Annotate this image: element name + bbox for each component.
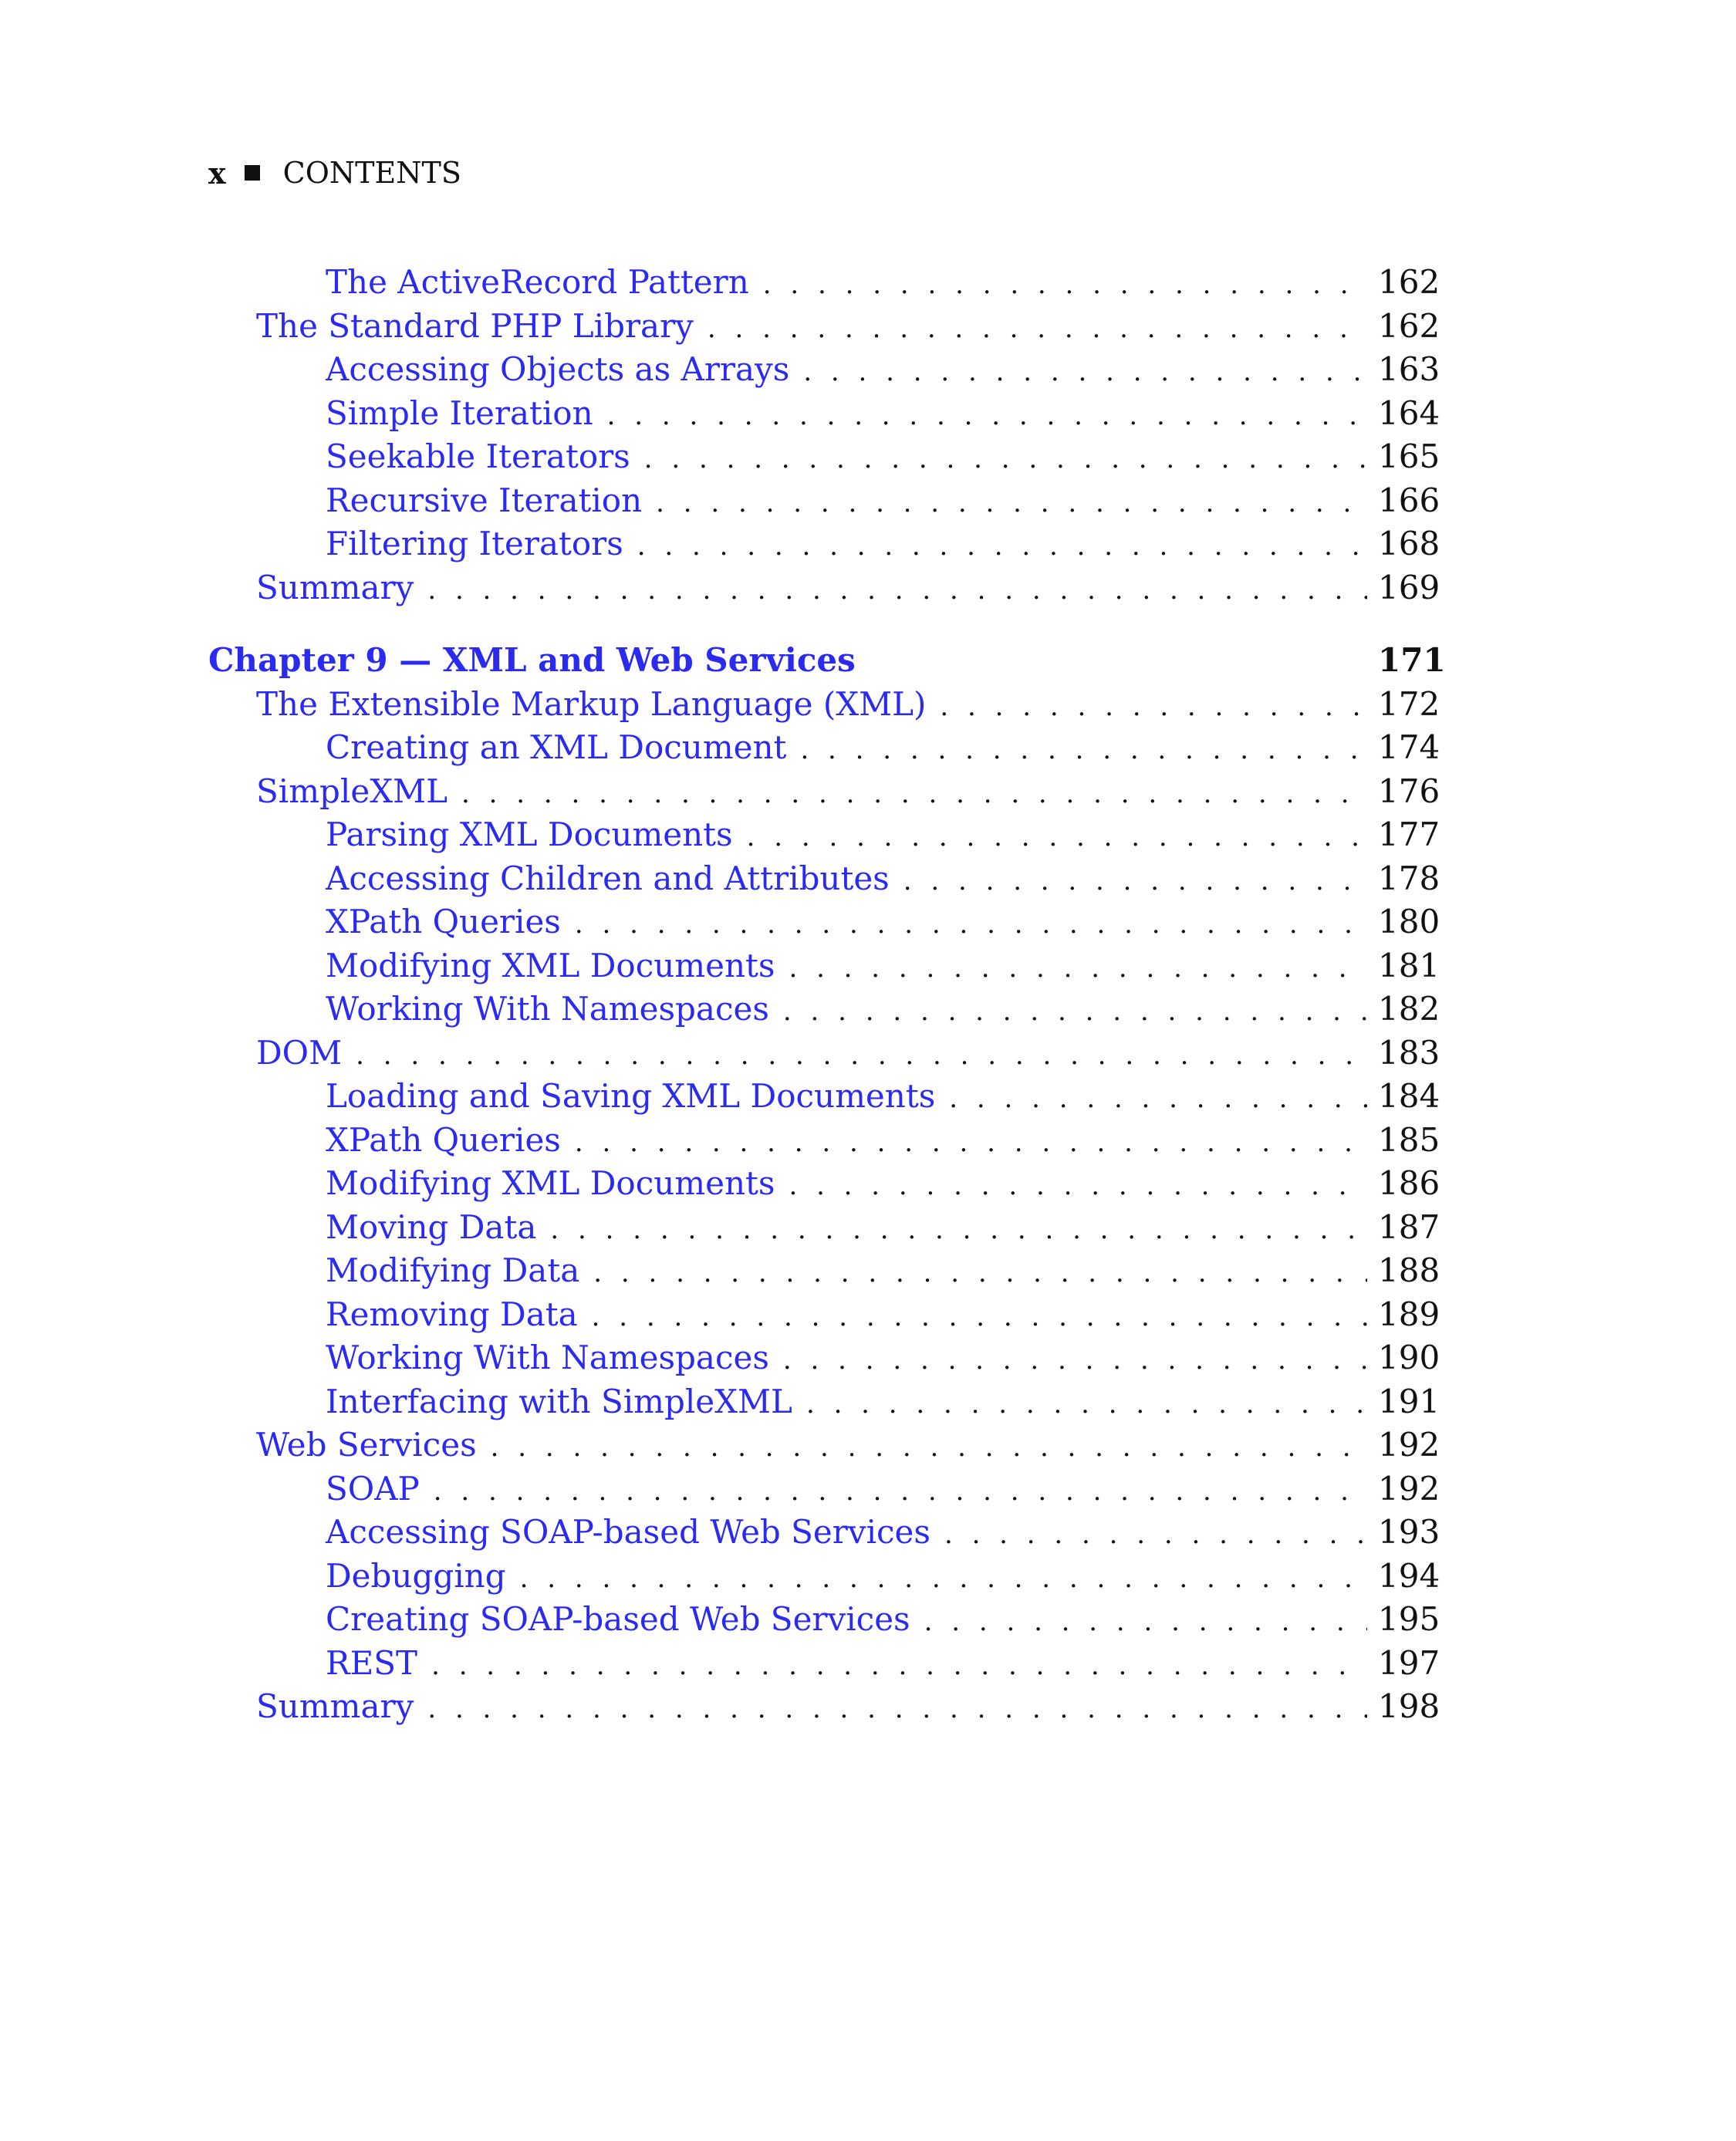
dot-leader bbox=[708, 307, 1367, 351]
dot-leader bbox=[944, 1513, 1367, 1557]
toc-entry-title[interactable]: The Standard PHP Library bbox=[256, 306, 694, 345]
toc-entry-title[interactable]: XPath Queries bbox=[326, 903, 561, 940]
dot-leader bbox=[763, 263, 1367, 307]
toc-entry-title[interactable]: Creating an XML Document bbox=[326, 728, 787, 766]
dot-leader bbox=[592, 1295, 1367, 1339]
toc-entry-title[interactable]: XPath Queries bbox=[326, 1120, 561, 1159]
toc-entry-page: 194 bbox=[1378, 1556, 1440, 1595]
dot-leader bbox=[491, 1426, 1367, 1470]
toc-entry-page: 197 bbox=[1378, 1643, 1440, 1682]
toc-entry-title[interactable]: Seekable Iterators bbox=[326, 437, 630, 475]
toc-entry-page: 185 bbox=[1378, 1120, 1440, 1159]
toc-entry[interactable] bbox=[208, 1249, 1440, 1293]
toc-entry[interactable] bbox=[208, 305, 1440, 349]
toc-entry-page: 187 bbox=[1378, 1207, 1440, 1246]
dot-leader bbox=[789, 1164, 1367, 1208]
chapter-page-number: 171 bbox=[1378, 641, 1446, 679]
toc-entry-title[interactable]: Modifying Data bbox=[326, 1251, 580, 1289]
toc-entry[interactable] bbox=[208, 1380, 1440, 1424]
toc-entry[interactable] bbox=[208, 522, 1440, 566]
toc-entry-page: 192 bbox=[1378, 1469, 1440, 1508]
dot-leader bbox=[607, 394, 1367, 438]
dot-leader bbox=[431, 1644, 1367, 1688]
toc-entry-page: 192 bbox=[1378, 1426, 1440, 1464]
toc-entry[interactable] bbox=[208, 944, 1440, 988]
toc-entry[interactable] bbox=[208, 1119, 1440, 1163]
toc-entry[interactable] bbox=[208, 1642, 1440, 1686]
toc-entry[interactable] bbox=[208, 900, 1440, 944]
toc-entry-title[interactable]: DOM bbox=[256, 1033, 343, 1072]
dot-leader bbox=[803, 350, 1367, 394]
toc-entry-page: 166 bbox=[1378, 481, 1440, 519]
toc-entry-page: 162 bbox=[1378, 263, 1440, 301]
toc-entry-title[interactable]: Working With Namespaces bbox=[326, 990, 769, 1028]
chapter-heading[interactable] bbox=[208, 639, 1446, 683]
toc-entry-page: 168 bbox=[1378, 525, 1440, 562]
toc-entry-page: 180 bbox=[1378, 903, 1440, 940]
dot-leader bbox=[575, 1121, 1367, 1165]
toc-entry-title[interactable]: Debugging bbox=[326, 1556, 506, 1595]
toc-entry[interactable] bbox=[208, 1032, 1440, 1076]
toc-entry[interactable] bbox=[208, 726, 1440, 770]
toc-entry-page: 169 bbox=[1378, 568, 1440, 606]
toc-entry[interactable] bbox=[208, 1598, 1440, 1642]
section-title: CONTENTS bbox=[282, 156, 461, 190]
toc-entry-title[interactable]: Modifying XML Documents bbox=[326, 1164, 775, 1202]
dot-leader bbox=[575, 903, 1367, 947]
dot-leader bbox=[783, 1339, 1367, 1383]
toc-entry-title[interactable]: Removing Data bbox=[326, 1295, 578, 1333]
toc-entry-page: 176 bbox=[1378, 772, 1440, 810]
toc-entry-title[interactable]: Interfacing with SimpleXML bbox=[326, 1382, 792, 1420]
toc-entries-before bbox=[208, 261, 1440, 610]
toc-entry-page: 189 bbox=[1378, 1295, 1440, 1333]
toc-entry[interactable] bbox=[208, 1555, 1440, 1599]
toc-entry-page: 165 bbox=[1378, 437, 1440, 475]
toc-entry-title[interactable]: Moving Data bbox=[326, 1207, 537, 1246]
dot-leader bbox=[783, 990, 1367, 1034]
toc-entry[interactable] bbox=[208, 683, 1440, 727]
toc-entry-page: 191 bbox=[1378, 1382, 1440, 1420]
toc-entry[interactable] bbox=[208, 1293, 1440, 1337]
toc-entry[interactable] bbox=[208, 1162, 1440, 1206]
toc-entry[interactable] bbox=[208, 348, 1440, 392]
dot-leader bbox=[789, 947, 1367, 991]
dot-leader bbox=[747, 816, 1367, 859]
dot-leader bbox=[800, 728, 1367, 772]
dot-leader bbox=[924, 1600, 1367, 1644]
toc-entry-title[interactable]: Filtering Iterators bbox=[326, 525, 623, 562]
toc-entry[interactable] bbox=[208, 1206, 1440, 1250]
dot-leader bbox=[427, 1687, 1367, 1731]
dot-leader bbox=[593, 1251, 1367, 1295]
dot-leader bbox=[940, 685, 1367, 729]
toc-entry-page: 164 bbox=[1378, 393, 1440, 432]
toc-entry[interactable] bbox=[208, 435, 1440, 479]
dot-leader bbox=[550, 1208, 1367, 1252]
dot-leader bbox=[461, 772, 1367, 816]
toc-entry-title[interactable]: Recursive Iteration bbox=[326, 481, 643, 519]
toc-entry[interactable] bbox=[208, 566, 1440, 610]
toc-entry-title[interactable]: Accessing Children and Attributes bbox=[326, 859, 890, 897]
toc-entry-page: 174 bbox=[1378, 728, 1440, 766]
toc-entry[interactable] bbox=[208, 392, 1440, 436]
toc-entry-title[interactable]: Simple Iteration bbox=[326, 393, 593, 432]
toc-entry[interactable] bbox=[208, 1075, 1440, 1119]
toc-entry-page: 190 bbox=[1378, 1339, 1440, 1376]
toc-entry-page: 198 bbox=[1378, 1687, 1440, 1725]
toc-entries-after bbox=[208, 683, 1440, 1729]
toc-entry-title[interactable]: Summary bbox=[256, 1687, 414, 1725]
dot-leader bbox=[356, 1034, 1367, 1078]
toc-entry[interactable] bbox=[208, 857, 1440, 901]
dot-leader bbox=[806, 1383, 1367, 1427]
toc-entry[interactable] bbox=[208, 1467, 1440, 1511]
toc-entry[interactable] bbox=[208, 261, 1440, 305]
toc-entry-title[interactable]: Accessing SOAP-based Web Services bbox=[326, 1513, 930, 1551]
toc-entry[interactable] bbox=[208, 770, 1440, 814]
page-number: x bbox=[208, 155, 226, 191]
toc-entry-page: 181 bbox=[1378, 946, 1440, 984]
dot-leader bbox=[520, 1557, 1367, 1601]
toc-entry-page: 184 bbox=[1378, 1077, 1440, 1115]
square-bullet-icon bbox=[245, 165, 260, 181]
toc-entry[interactable] bbox=[208, 1511, 1440, 1555]
toc-entry-title[interactable]: Accessing Objects as Arrays bbox=[326, 350, 790, 388]
toc-entry-title[interactable]: SimpleXML bbox=[256, 772, 448, 810]
dot-leader bbox=[903, 859, 1367, 903]
toc-entry-title[interactable]: Web Services bbox=[256, 1426, 477, 1464]
toc-entry[interactable] bbox=[208, 479, 1440, 523]
toc-entry-title[interactable]: Creating SOAP-based Web Services bbox=[326, 1600, 910, 1638]
dot-leader bbox=[434, 1470, 1367, 1514]
toc-entry[interactable] bbox=[208, 813, 1440, 857]
toc-entry-title[interactable]: Working With Namespaces bbox=[326, 1339, 769, 1376]
toc-entry-page: 188 bbox=[1378, 1251, 1440, 1289]
toc-entry-page: 178 bbox=[1378, 859, 1440, 897]
toc-entry[interactable] bbox=[208, 1685, 1440, 1729]
chapter-title[interactable]: Chapter 9 — XML and Web Services bbox=[208, 641, 856, 679]
toc-entry[interactable] bbox=[208, 1423, 1440, 1467]
toc-entry[interactable] bbox=[208, 1336, 1440, 1380]
toc-entry-page: 186 bbox=[1378, 1164, 1440, 1202]
toc-entry[interactable] bbox=[208, 988, 1440, 1032]
toc-entry-title[interactable]: Loading and Saving XML Documents bbox=[326, 1077, 936, 1115]
toc-entry-title[interactable]: Summary bbox=[256, 568, 414, 606]
toc-entry-page: 193 bbox=[1378, 1513, 1440, 1551]
running-header bbox=[208, 151, 461, 194]
toc-entry-title[interactable]: The Extensible Markup Language (XML) bbox=[256, 684, 927, 723]
toc-entry-title[interactable]: REST bbox=[326, 1643, 418, 1682]
toc-entry-page: 182 bbox=[1378, 990, 1440, 1028]
dot-leader bbox=[656, 481, 1367, 525]
toc-entry-page: 172 bbox=[1378, 684, 1440, 723]
toc-entry-title[interactable]: Modifying XML Documents bbox=[326, 946, 775, 984]
dot-leader bbox=[427, 569, 1367, 613]
dot-leader bbox=[949, 1077, 1367, 1121]
toc-entry-page: 177 bbox=[1378, 816, 1440, 853]
toc-entry-page: 183 bbox=[1378, 1033, 1440, 1072]
table-of-contents bbox=[208, 261, 1446, 1729]
toc-entry-page: 195 bbox=[1378, 1600, 1440, 1638]
toc-entry-page: 163 bbox=[1378, 350, 1440, 388]
dot-leader bbox=[644, 437, 1367, 481]
toc-entry-title[interactable]: SOAP bbox=[326, 1469, 420, 1508]
dot-leader bbox=[637, 525, 1367, 569]
toc-entry-title[interactable]: The ActiveRecord Pattern bbox=[326, 263, 749, 301]
toc-entry-page: 162 bbox=[1378, 306, 1440, 345]
toc-entry-title[interactable]: Parsing XML Documents bbox=[326, 816, 733, 853]
